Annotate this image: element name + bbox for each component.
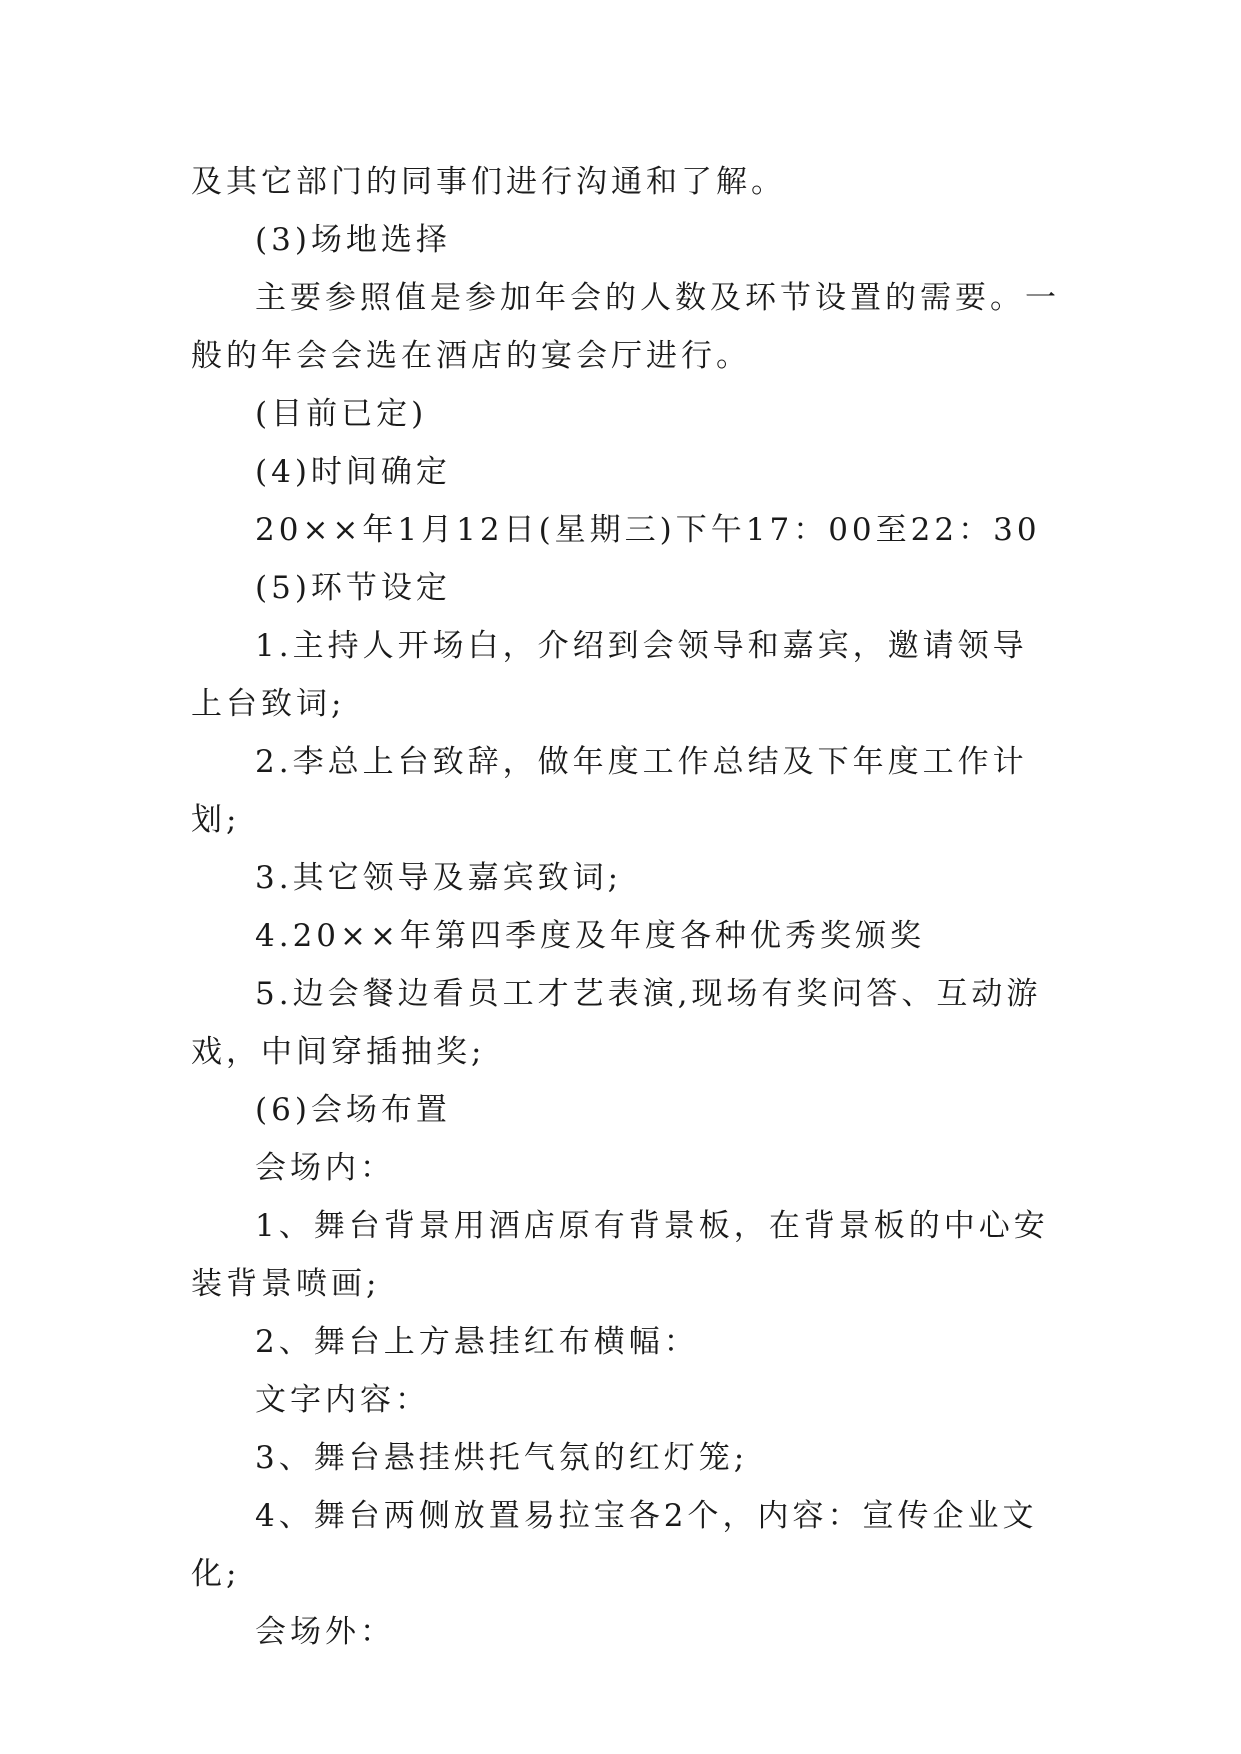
paragraph: 文字内容： — [255, 1382, 430, 1418]
list-item: 4.20××年第四季度及年度各种优秀奖颁奖 — [255, 918, 925, 954]
list-item: 2.李总上台致辞，做年度工作总结及下年度工作计划; — [191, 744, 1028, 838]
section-heading: (3)场地选择 — [255, 222, 451, 258]
section-heading: (5)环节设定 — [255, 570, 451, 606]
list-item: 3.其它领导及嘉宾致词; — [255, 860, 623, 896]
list-item: 1、舞台背景用酒店原有背景板，在背景板的中心安装背景喷画; — [191, 1208, 1049, 1302]
section-heading: (6)会场布置 — [255, 1092, 451, 1128]
paragraph: (目前已定) — [255, 396, 428, 432]
list-item: 3、舞台悬挂烘托气氛的红灯笼; — [255, 1440, 749, 1476]
section-heading: (4)时间确定 — [255, 454, 451, 490]
list-item: 5.边会餐边看员工才艺表演,现场有奖问答、互动游戏，中间穿插抽奖; — [191, 976, 1042, 1070]
document-body — [191, 153, 1061, 1661]
paragraph: 20××年1月12日(星期三)下午17：00至22：30 — [255, 512, 1041, 548]
list-item: 1.主持人开场白，介绍到会领导和嘉宾，邀请领导上台致词; — [191, 628, 1028, 722]
paragraph: 会场内： — [255, 1150, 395, 1186]
list-item: 4、舞台两侧放置易拉宝各2个，内容：宣传企业文化; — [191, 1498, 1038, 1592]
list-item: 2、舞台上方悬挂红布横幅： — [255, 1324, 699, 1360]
paragraph: 主要参照值是参加年会的人数及环节设置的需要。一般的年会会选在酒店的宴会厅进行。 — [191, 280, 1060, 374]
paragraph: 及其它部门的同事们进行沟通和了解。 — [191, 164, 786, 200]
paragraph: 会场外： — [255, 1614, 395, 1650]
